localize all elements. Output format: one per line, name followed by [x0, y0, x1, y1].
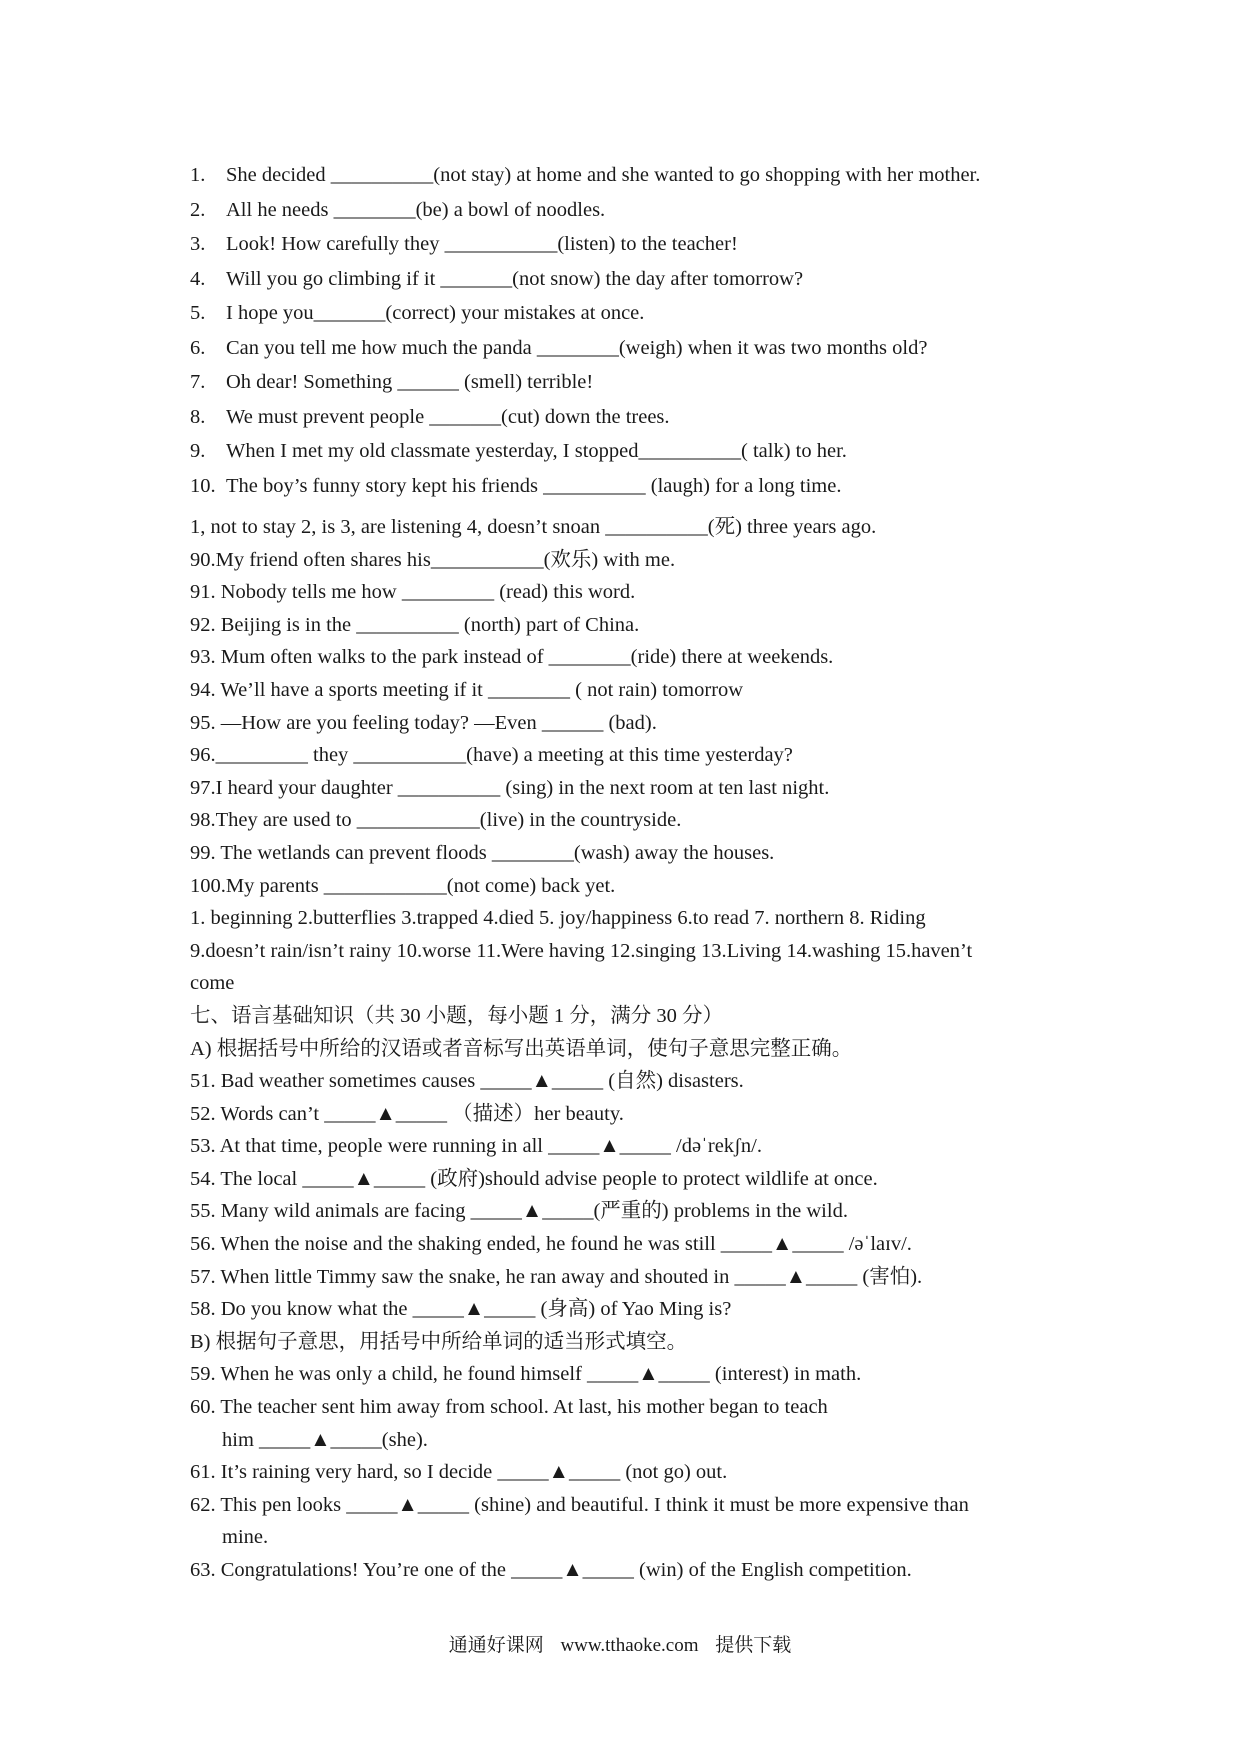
section-heading: 七、语言基础知识（共 30 小题，每小题 1 分，满分 30 分） [190, 1004, 723, 1027]
item-number: 5. [190, 302, 206, 324]
exercise-item [190, 296, 1050, 331]
exercise-part-b [190, 511, 1050, 1587]
text-line: 52. Words can’t _____▲_____ （描述）her beauty. [190, 1102, 624, 1125]
item-number: 2. [190, 198, 206, 221]
text-line: mine. [222, 1526, 269, 1549]
answer-key-line: 9.doesn’t rain/isn’t rainy 10.worse 11.Were having 12.singing 13.Living 14.washing 15.haven’t [190, 939, 973, 962]
item-number: 1. [190, 164, 206, 186]
text-line: 62. This pen looks _____▲_____ (shine) and beautiful. I think it must be more expensive than [190, 1493, 969, 1516]
item-text: Look! How carefully they ___________(listen) to the teacher! [226, 233, 738, 255]
exercise-item [190, 469, 1050, 504]
item-number: 10. [190, 474, 216, 497]
text-line: 100.My parents ____________(not come) back yet. [190, 874, 616, 897]
text-line: 95. —How are you feeling today? —Even ______ (bad). [190, 711, 657, 734]
text-line: 92. Beijing is in the __________ (north) part of China. [190, 613, 640, 636]
item-text: The boy’s funny story kept his friends __________ (laugh) for a long time. [226, 474, 842, 497]
text-line: 1, not to stay 2, is 3, are listening 4, doesn’t snoan __________(死) three years ago. [190, 516, 877, 538]
text-line: 58. Do you know what the _____▲_____ (身高) of Yao Ming is? [190, 1298, 732, 1321]
item-number: 9. [190, 440, 206, 462]
item-number: 7. [190, 371, 206, 393]
footer-url: www.tthaoke.com [560, 1635, 699, 1656]
text-line: 96._________ they ___________(have) a meeting at this time yesterday? [190, 744, 793, 767]
text-line: 57. When little Timmy saw the snake, he ran away and shouted in _____▲_____ (害怕). [190, 1265, 923, 1288]
text-line: 91. Nobody tells me how _________ (read) this word. [190, 581, 636, 604]
text-line: 59. When he was only a child, he found himself _____▲_____ (interest) in math. [190, 1363, 862, 1386]
exercise-item [190, 262, 1050, 297]
text-line: 63. Congratulations! You’re one of the _____▲_____ (win) of the English competition. [190, 1559, 912, 1581]
text-line: 60. The teacher sent him away from school. At last, his mother began to teach [190, 1396, 828, 1419]
text-line: him _____▲_____(she). [222, 1428, 428, 1451]
item-number: 4. [190, 267, 206, 290]
text-line: 99. The wetlands can prevent floods ________(wash) away the houses. [190, 841, 775, 864]
footer-note: 提供下载 [715, 1635, 792, 1656]
text-line: 90.My friend often shares his___________(欢乐) with me. [190, 548, 676, 571]
text-line: 98.They are used to ____________(live) in the countryside. [190, 809, 682, 832]
subsection-instruction: B) 根据句子意思，用括号中所给单词的适当形式填空。 [190, 1330, 688, 1353]
item-text: All he needs ________(be) a bowl of noodles. [226, 198, 606, 221]
item-text: We must prevent people _______(cut) down the trees. [226, 405, 670, 428]
exercise-item [190, 400, 1050, 435]
item-text: Oh dear! Something ______ (smell) terrible! [226, 371, 594, 393]
item-text: Will you go climbing if it _______(not snow) the day after tomorrow? [226, 267, 804, 290]
subsection-instruction: A) 根据括号中所给的汉语或者音标写出英语单词，使句子意思完整正确。 [190, 1037, 853, 1060]
text-line: 54. The local _____▲_____ (政府)should advise people to protect wildlife at once. [190, 1167, 878, 1190]
text-line: 55. Many wild animals are facing _____▲_____(严重的) problems in the wild. [190, 1200, 848, 1223]
item-number: 6. [190, 336, 206, 359]
item-text: She decided __________(not stay) at home and she wanted to go shopping with her mother. [226, 164, 981, 186]
text-line: 53. At that time, people were running in all _____▲_____ /dəˈrekʃn/. [190, 1135, 762, 1158]
item-text: Can you tell me how much the panda ________(weigh) when it was two months old? [226, 336, 928, 359]
item-number: 3. [190, 233, 206, 255]
footer-site-name: 通通好课网 [448, 1635, 544, 1656]
text-line: 97.I heard your daughter __________ (sing) in the next room at ten last night. [190, 776, 830, 799]
page-footer [0, 1630, 1240, 1657]
text-line: 51. Bad weather sometimes causes _____▲_____ (自然) disasters. [190, 1070, 744, 1093]
exercise-item [190, 158, 1050, 193]
answer-key-line: come [190, 972, 235, 995]
item-number: 8. [190, 405, 206, 428]
exercise-part-a [190, 158, 1050, 503]
exercise-item [190, 193, 1050, 228]
item-text: I hope you_______(correct) your mistakes at once. [226, 302, 645, 324]
exercise-item [190, 365, 1050, 400]
answer-key-line: 1. beginning 2.butterflies 3.trapped 4.died 5. joy/happiness 6.to read 7. northern 8. Riding [190, 907, 926, 930]
text-line: 93. Mum often walks to the park instead of ________(ride) there at weekends. [190, 646, 834, 669]
exercise-item [190, 331, 1050, 366]
item-text: When I met my old classmate yesterday, I stopped__________( talk) to her. [226, 440, 847, 462]
text-line: 94. We’ll have a sports meeting if it ________ ( not rain) tomorrow [190, 678, 744, 701]
text-line: 61. It’s raining very hard, so I decide _____▲_____ (not go) out. [190, 1461, 728, 1484]
text-line: 56. When the noise and the shaking ended, he found he was still _____▲_____ /əˈlaɪv/. [190, 1233, 912, 1256]
exercise-item [190, 227, 1050, 262]
exercise-item [190, 434, 1050, 469]
